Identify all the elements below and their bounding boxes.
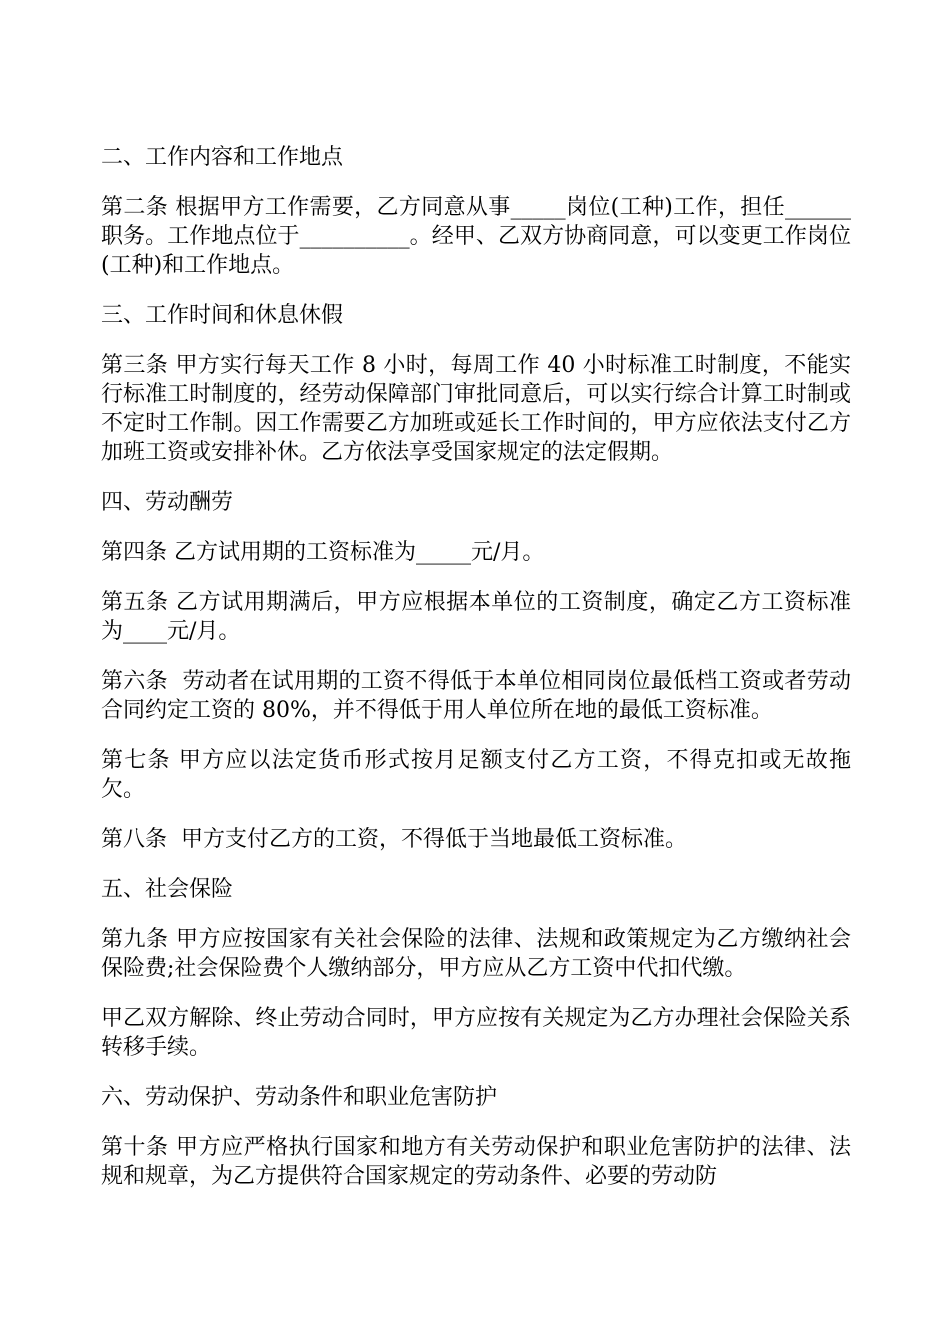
article-8: 第八条 甲方支付乙方的工资，不得低于当地最低工资标准。: [101, 827, 687, 852]
article-7: 第七条 甲方应以法定货币形式按月足额支付乙方工资，不得克扣或无故拖欠。: [101, 748, 851, 802]
section-heading-work-hours: 三、工作时间和休息休假: [101, 303, 344, 328]
article-6: 第六条 劳动者在试用期的工资不得低于本单位相同岗位最低档工资或者劳动合同约定工资的 80%，并不得低于用人单位所在地的最低工资标准。: [101, 669, 851, 723]
article-9: 第九条 甲方应按国家有关社会保险的法律、法规和政策规定为乙方缴纳社会保险费;社会保险费个人缴纳部分，甲方应从乙方工资中代扣代缴。: [101, 927, 851, 981]
insurance-transfer-paragraph: 甲乙双方解除、终止劳动合同时，甲方应按有关规定为乙方办理社会保险关系转移手续。: [101, 1006, 851, 1060]
document-page: [101, 143, 851, 1212]
section-heading-work-content: 二、工作内容和工作地点: [101, 145, 344, 170]
article-10: 第十条 甲方应严格执行国家和地方有关劳动保护和职业危害防护的法律、法规和规章，为乙方提供符合国家规定的劳动条件、必要的劳动防: [101, 1135, 851, 1189]
section-heading-labor-protection: 六、劳动保护、劳动条件和职业危害防护: [101, 1085, 498, 1110]
article-3: 第三条 甲方实行每天工作 8 小时，每周工作 40 小时标准工时制度，不能实行标准工时制度的，经劳动保障部门审批同意后，可以实行综合计算工时制或不定时工作制。因工作需要乙方加班或延长工作时间的，甲方应依法支付乙方加班工资或安排补休。乙方依法享受国家规定的法定假期。: [101, 353, 851, 465]
article-5: 第五条 乙方试用期满后，甲方应根据本单位的工资制度，确定乙方工资标准为____元/月。: [101, 590, 851, 644]
article-4: 第四条 乙方试用期的工资标准为_____元/月。: [101, 540, 545, 565]
article-2: 第二条 根据甲方工作需要，乙方同意从事_____岗位(工种)工作，担任______职务。工作地点位于__________。经甲、乙双方协商同意，可以变更工作岗位(工种)和工作地点。: [101, 195, 851, 278]
section-heading-remuneration: 四、劳动酬劳: [101, 490, 234, 515]
section-heading-social-insurance: 五、社会保险: [101, 877, 234, 902]
